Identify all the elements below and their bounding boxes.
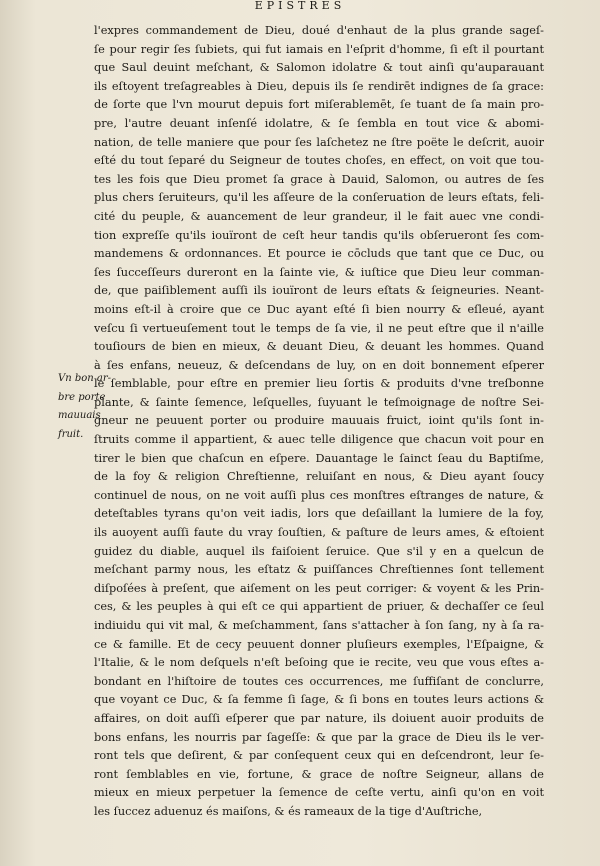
margin-note-line: fruit.	[58, 428, 84, 440]
text-line: continuel de nous, on ne voit auſſi plus ces monſtres eſtranges de nature, &	[94, 488, 544, 502]
running-head: EPISTRES	[254, 0, 346, 12]
text-line: pre, l'autre deuant inſenſé idolatre, & ſe ſembla en tout vice & abomi-	[94, 116, 544, 130]
text-line: que voyant ce Duc, & ſa femme ſi ſage, & ſi bons en toutes leurs actions &	[94, 693, 544, 707]
text-line: nation, de telle maniere que pour ſes laſchetez ne ſtre poëte le deſcrit, auoir	[94, 135, 544, 149]
text-line: à ſes enfans, neueuz, & deſcendans de luy, on en doit bonnement eſperer	[94, 358, 544, 372]
text-line: tirer le bien que chaſcun en eſpere. Dauantage le ſainct ſeau du Baptiſme,	[94, 451, 544, 465]
text-line: de la foy & religion Chreſtienne, reluiſant en nous, & Dieu ayant ſoucy	[94, 470, 544, 484]
text-line: bondant en l'hiſtoire de toutes ces occurrences, me ſuffiſant de conclurre,	[94, 674, 544, 688]
text-line: affaires, on doit auſſi eſperer que par nature, ils doiuent auoir produits de	[94, 711, 544, 725]
text-line: bons enfans, les nourris par ſageſſe: & que par la grace de Dieu ils le ver-	[94, 730, 544, 744]
text-line: mandemens & ordonnances. Et pource ie cōcluds que tant que ce Duc, ou	[94, 247, 544, 261]
text-line: indiuidu qui vit mal, & meſchamment, ſans s'attacher à ſon ſang, ny à ſa ra-	[94, 619, 544, 632]
text-line: plante, & ſainte ſemence, leſquelles, ſuyuant le teſmoignage de noſtre Sei-	[94, 395, 544, 409]
text-line: mieux en mieux perpetuer la ſemence de ceſte vertu, ainſi qu'on en voit	[94, 786, 544, 800]
text-line: meſchant parmy nous, les eſtatz & puiſſances Chreſtiennes ſont tellement	[94, 563, 544, 577]
margin-note-line: mauuais	[58, 410, 101, 422]
text-line: touſiours de bien en mieux, & deuant Dieu, & deuant les hommes. Quand	[94, 340, 544, 354]
text-line: cité du peuple, & auancement de leur grandeur, il le fait auec vne condi-	[94, 209, 544, 223]
text-line: ront tels que deſirent, & par conſequent ceux qui en deſcendront, leur ſe-	[94, 749, 544, 763]
text-line: de, que paiſiblement auſſi ils iouïront de leurs eſtats & ſeigneuries. Neant-	[94, 284, 544, 298]
text-line: ces, & les peuples à qui eſt ce qui appartient de priuer, & dechaſſer ce ſeul	[94, 600, 544, 614]
text-line: guidez du diable, auquel ils faiſoient ſeruice. Que s'il y en a quelcun de	[94, 544, 544, 558]
text-line: plus chers ſeruiteurs, qu'il les aſſeure de la conſeruation de leurs eſtats, feli-	[94, 191, 544, 205]
text-line: ils auoyent auſſi faute du vray ſouſtien, & paſture de leurs ames, & eſtoient	[94, 526, 544, 540]
text-line: ſe pour regir ſes ſubiets, qui fut iamais en l'eſprit d'homme, ſi eſt il pourtant	[94, 42, 544, 56]
text-line: diſpoſées à preſent, que aiſement on les peut corriger: & voyent & les Prin-	[94, 581, 544, 595]
text-line: le ſemblable, pour eſtre en premier lieu ſortis & produits d'vne treſbonne	[94, 377, 544, 391]
text-line: gneur ne peuuent porter ou produire mauuais fruict, ioint qu'ils ſont in-	[94, 414, 544, 428]
margin-note-line: bre porte	[58, 391, 106, 403]
text-line: ront ſemblables en vie, fortune, & grace de noſtre Seigneur, allans de	[94, 767, 544, 781]
body-text	[94, 22, 544, 822]
text-line: tion expreſſe qu'ils iouïront de ceſt heur tandis qu'ils obſerueront ſes com-	[94, 228, 544, 242]
text-line: de ſorte que l'vn mourut depuis fort miſerablemēt, ſe tuant de ſa main pro-	[94, 98, 544, 112]
text-line: eſté du tout ſeparé du Seigneur de toutes choſes, en effect, on voit que tou-	[94, 154, 544, 168]
text-line: ſes ſucceſſeurs dureront en la ſainte vie, & iuſtice que Dieu leur comman-	[94, 265, 544, 279]
text-line: les ſuccez aduenuz és maiſons, & és rameaux de la tige d'Auſtriche,	[94, 804, 483, 818]
text-line: moins eſt-il à croire que ce Duc ayant eſté ſi bien nourry & eſleué, ayant	[94, 302, 544, 316]
text-line: que Saul deuint meſchant, & Salomon idolatre & tout ainſi qu'auparauant	[94, 61, 544, 75]
text-line: l'Italie, & le nom deſquels n'eſt beſoing que ie recite, veu que vous eſtes a-	[94, 656, 544, 670]
margin-note	[58, 370, 112, 444]
text-line: ils eſtoyent treſagreables à Dieu, depuis ils ſe rendirēt indignes de ſa grace:	[94, 79, 544, 93]
text-line: tes les fois que Dieu promet ſa grace à Dauid, Salomon, ou autres de ſes	[94, 172, 544, 186]
text-line: deteſtables tyrans qu'on veit iadis, lors que deſaillant la lumiere de la foy,	[94, 507, 544, 521]
text-line: ſtruits comme il appartient, & auec telle diligence que chacun voit pour en	[94, 433, 544, 447]
text-line: l'expres commandement de Dieu, doué d'enhaut de la plus grande sageſ-	[94, 24, 544, 37]
text-line: ce & famille. Et de cecy peuuent donner pluſieurs exemples, l'Eſpaigne, &	[94, 637, 544, 651]
text-line: veſcu ſi vertueuſement tout le temps de ſa vie, il ne peut eſtre que il n'aille	[94, 321, 544, 335]
margin-note-line: Vn bon ar-	[58, 373, 112, 384]
